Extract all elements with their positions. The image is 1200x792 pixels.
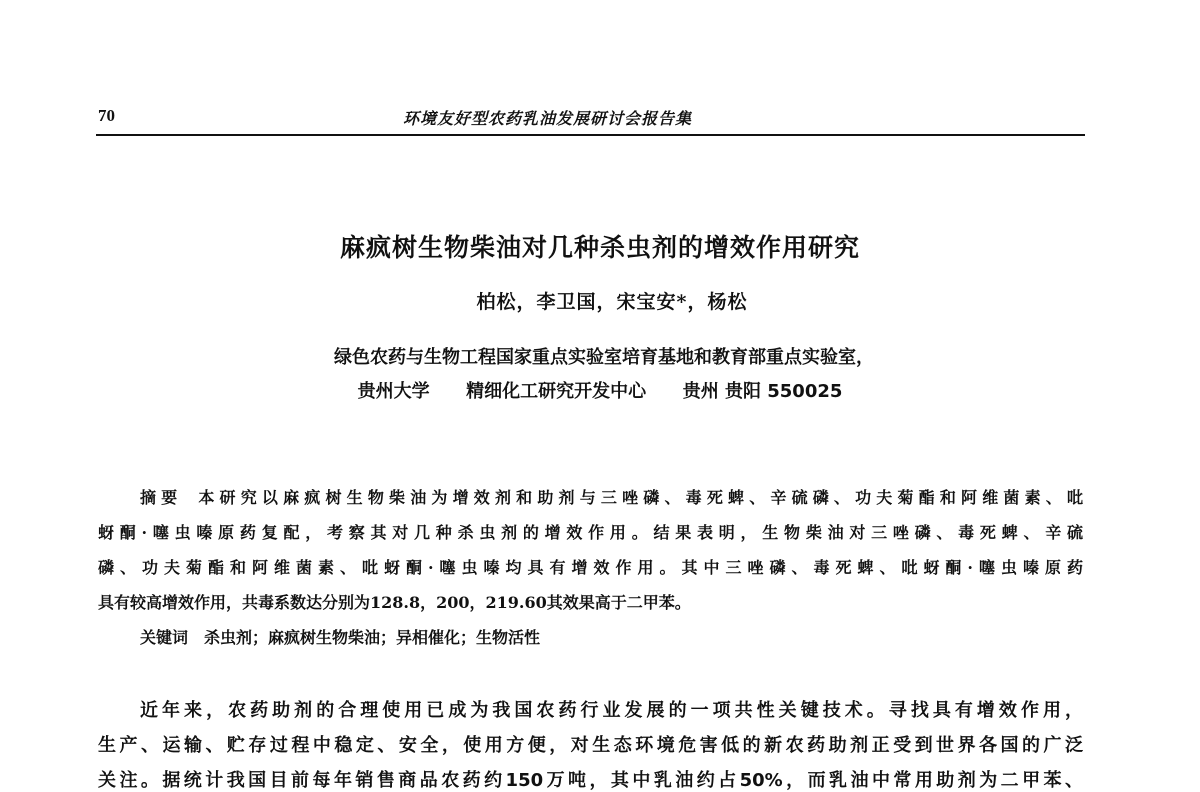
header-rule bbox=[96, 134, 1085, 136]
affiliation-university: 贵州大学 bbox=[357, 381, 430, 402]
article-title: 麻疯树生物柴油对几种杀虫剂的增效作用研究 bbox=[339, 233, 860, 262]
body-paragraph-line: 关注。据统计我国目前每年销售商品农药约150万吨，其中乳油约占50%，而乳油中常用助剂为二甲苯、 bbox=[98, 770, 1083, 791]
abstract-label: 摘要 bbox=[140, 488, 183, 507]
affiliation-location: 贵州 贵阳 550025 bbox=[682, 381, 843, 402]
page-number: 70 bbox=[98, 106, 115, 125]
affiliation-line-1: 绿色农药与生物工程国家重点实验室培育基地和教育部重点实验室， bbox=[334, 347, 874, 368]
keywords-label: 关键词 bbox=[140, 628, 189, 647]
keywords-text: 杀虫剂；麻疯树生物柴油；异相催化；生物活性 bbox=[204, 628, 541, 647]
article-authors: 柏松，李卫国，宋宝安*，杨松 bbox=[476, 291, 748, 313]
abstract-line: 磷、功夫菊酯和阿维菌素、吡蚜酮·噻虫嗪均具有增效作用。其中三唑磷、毒死蜱、吡蚜酮·噻虫嗪原药 bbox=[98, 558, 1083, 577]
affiliation-line-2 bbox=[0, 377, 1200, 403]
running-head: 环境友好型农药乳油发展研讨会报告集 bbox=[403, 109, 693, 128]
keywords-line bbox=[140, 625, 540, 648]
abstract-line bbox=[140, 485, 1083, 508]
abstract-line: 蚜酮·噻虫嗪原药复配，考察其对几种杀虫剂的增效作用。结果表明，生物柴油对三唑磷、毒死蜱、辛硫 bbox=[98, 523, 1083, 542]
body-paragraph-line: 近年来，农药助剂的合理使用已成为我国农药行业发展的一项共性关键技术。寻找具有增效作用， bbox=[140, 700, 1083, 721]
body-paragraph-line: 生产、运输、贮存过程中稳定、安全，使用方便，对生态环境危害低的新农药助剂正受到世界各国的广泛 bbox=[98, 735, 1083, 756]
abstract-text: 本研究以麻疯树生物柴油为增效剂和助剂与三唑磷、毒死蜱、辛硫磷、功夫菊酯和阿维菌素、吡 bbox=[198, 488, 1083, 507]
affiliation-center: 精细化工研究开发中心 bbox=[466, 381, 647, 402]
abstract-line: 具有较高增效作用，共毒系数达分别为128.8，200，219.60其效果高于二甲苯。 bbox=[98, 593, 691, 612]
